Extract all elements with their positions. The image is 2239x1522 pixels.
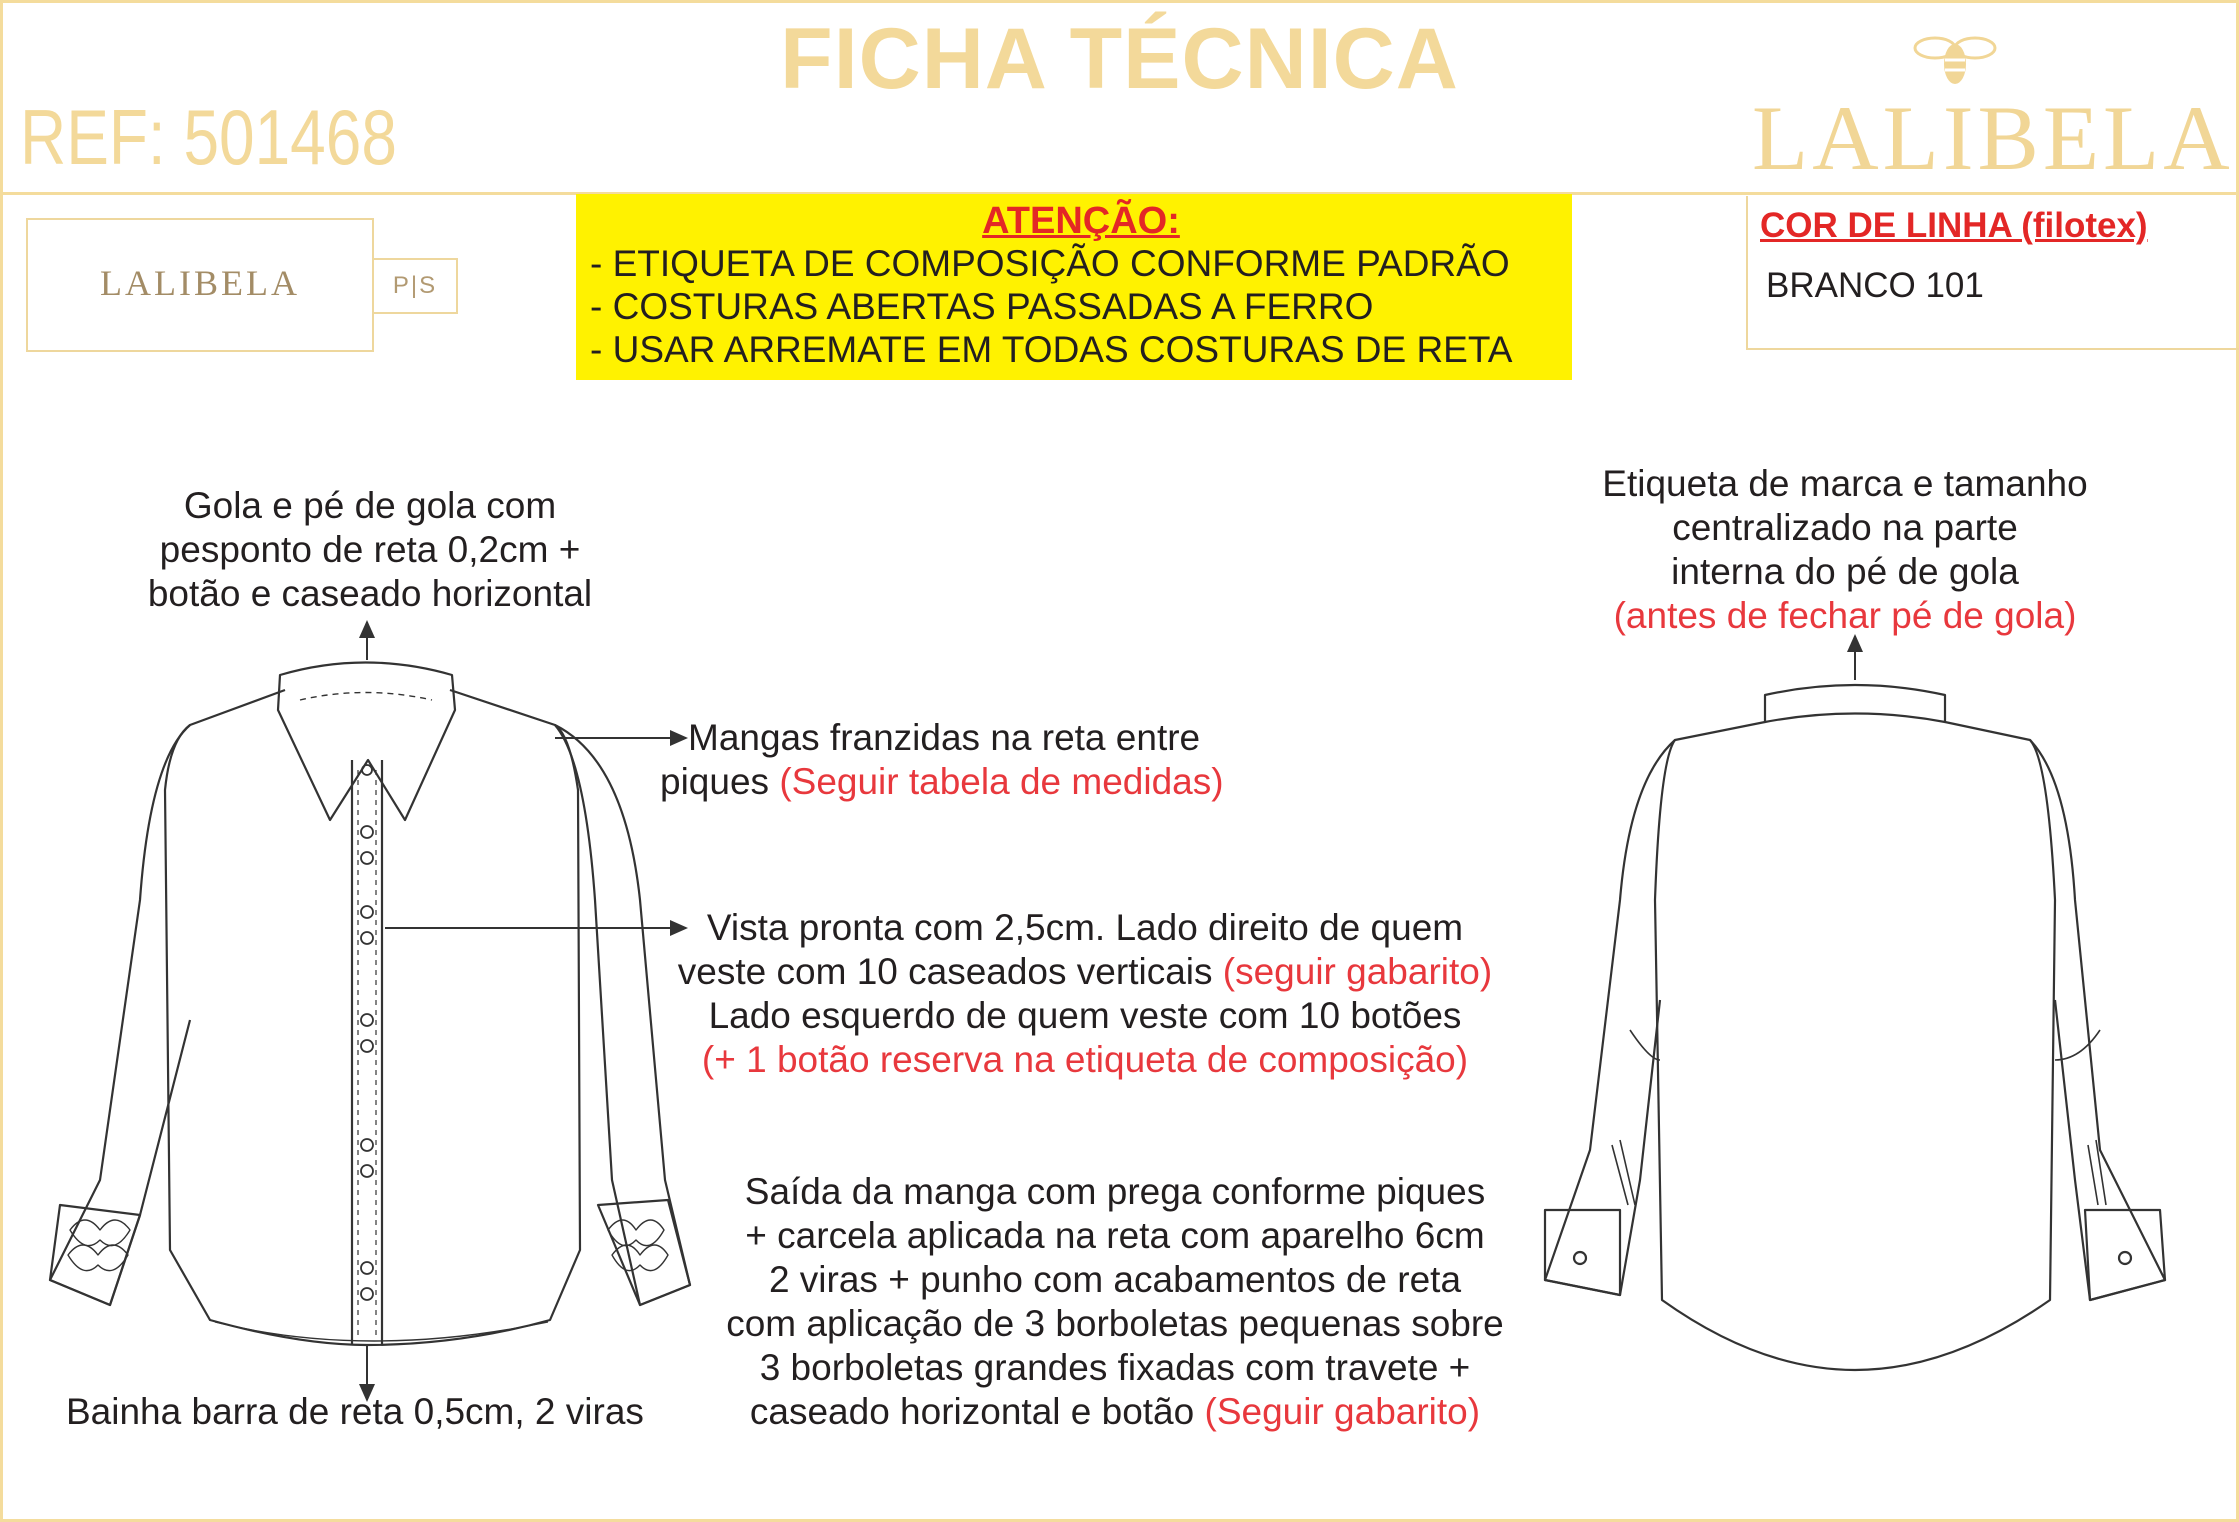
front-shirt-drawing (50, 663, 690, 1346)
note-line: Mangas franzidas na reta entre (688, 717, 1201, 758)
note-line: Saída da manga com prega conforme piques (744, 1171, 1486, 1212)
note-line: 3 borboletas grandes fixadas com travete + (759, 1347, 1471, 1388)
note-line: botão e caseado horizontal (147, 573, 593, 614)
thread-color-value: BRANCO 101 (1766, 266, 1984, 305)
note-line: Etiqueta de marca e tamanho (1602, 463, 2088, 504)
collar-note (110, 484, 630, 616)
note-highlight: (seguir gabarito) (1222, 951, 1493, 992)
size-label-sample: P|S (372, 258, 458, 314)
note-line: Lado esquerdo de quem veste com 10 botões (708, 995, 1462, 1036)
note-highlight: (Seguir tabela de medidas) (779, 761, 1224, 802)
placket-note (650, 906, 1520, 1082)
reference-code: REF: 501468 (20, 93, 397, 181)
back-shirt-drawing (1545, 685, 2165, 1370)
note-line (650, 950, 1520, 994)
note-line: com aplicação de 3 borboletas pequenas sobre (726, 1303, 1504, 1344)
note-highlight: (+ 1 botão reserva na etiqueta de composição) (701, 1039, 1469, 1080)
note-line: Gola e pé de gola com (183, 485, 557, 526)
note-text: caseado horizontal e botão (749, 1391, 1205, 1432)
note-highlight: (Seguir gabarito) (1204, 1391, 1481, 1432)
brand-logo: LALIBELA (1752, 87, 2234, 189)
back-label-note (1530, 462, 2160, 638)
attention-title: ATENÇÃO: (982, 200, 1180, 242)
page-title: FICHA TÉCNICA (780, 11, 1459, 107)
note-line (660, 760, 1224, 804)
label-brand-text: LALIBELA (100, 263, 300, 303)
attention-line: - COSTURAS ABERTAS PASSADAS A FERRO (590, 286, 1374, 327)
attention-line: - ETIQUETA DE COMPOSIÇÃO CONFORME PADRÃO (590, 243, 1510, 284)
note-line: 2 viras + punho com acabamentos de reta (768, 1259, 1462, 1300)
cuff-note (680, 1170, 1550, 1434)
thread-color-title: COR DE LINHA (filotex) (1760, 206, 2148, 245)
note-text: piques (660, 761, 780, 802)
hem-note: Bainha barra de reta 0,5cm, 2 viras (66, 1391, 644, 1432)
note-line: centralizado na parte (1672, 507, 2018, 548)
note-line: interna do pé de gola (1671, 551, 2019, 592)
sleeves-note (660, 716, 1224, 804)
note-line: + carcela aplicada na reta com aparelho 6cm (745, 1215, 1485, 1256)
note-line (680, 1390, 1550, 1434)
note-text: veste com 10 caseados verticais (677, 951, 1223, 992)
note-line: pesponto de reta 0,2cm + (159, 529, 581, 570)
note-highlight: (antes de fechar pé de gola) (1613, 595, 2077, 636)
attention-line: - USAR ARREMATE EM TODAS COSTURAS DE RETA (590, 329, 1513, 370)
note-line: Vista pronta com 2,5cm. Lado direito de quem (706, 907, 1464, 948)
